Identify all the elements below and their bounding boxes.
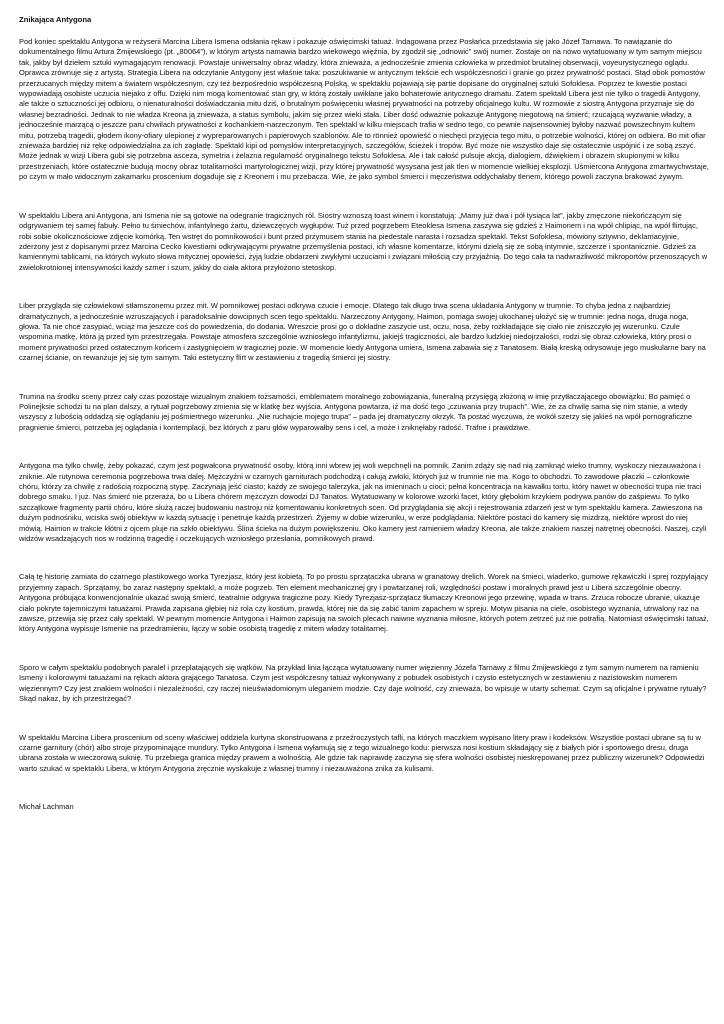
author-signature: Michał Lachman: [19, 802, 74, 812]
paragraph-4: Trumna na środku sceny przez cały czas pozostaje wizualnym znakiem tożsamości, emblematem moralnego zobowiązania, funeralną przysięgą złożoną w imię przytłaczającego obowiązku. Bo pamięć o Polinejksie schodzi tu na plan dalszy, a rytuał pogrzebowy zmienia się w klatkę bez wyjścia. Antygona powtarza, iż ma dość tego „czuwania przy trupach”. Wie, że za chwilę sama się nim stanie, a wtedy wszyscy z lubością oddadzą się oglądaniu jej pośmiertnego wizerunku. „Nie ruchajcie mojego trupa” – pada jej dramatyczny okrzyk. Ta postać wyczuwa, że wokół szerzy się jakieś na wpół pornograficzne pragnienie śmierci, potrzeba jej oglądania i kontemplacji, bez których z paru głów wyparowałby sens i cel, a może i zniknęłaby radość. Trafne i prawdziwe.: [19, 391, 693, 432]
document-body: [19, 37, 710, 774]
paragraph-3: Liber przygląda się człowiekowi stłamszonemu przez mit. W pomnikowej postaci odkrywa czucie i emocje. Dlatego tak długo trwa scena układania Antygony w trumnie. To chyba jedna z najbardziej dramatycznych, a jednocześnie wzruszających i paradoksalnie dowcipnych scen tego spektaklu. Narzeczony Antygony, Haimon, pomaga swojej ukochanej ułożyć się w trumnie: jedna noga, druga noga, głowa. Ta nie chce zasypiać, wciąż ma jeszcze coś do powiedzenia, do dodania. Wreszcie prosi go o dokładne zaszycie ust, oczu, nosa, żeby rozkładające się ciało nie zniszczyło jej wizerunku. Czule wspomina matkę, która ją przed tym przestrzegała. Powstaje atmosfera szczególnie wzniosłego infantylizmu, jakiejś tragiczności, ale bardzo ludzkiej niedojrzałości, rodzi się obraz człowieka, który prosi o moment prywatności przed ostatecznym końcem i zastygnięciem w tragicznej pozie. W momencie kiedy Antygona umiera, Ismena zabawia się z Tanatosem. Białą kreską odrysowuje jego muskularne bary na czarnej ścianie, on rewanżuje jej się tym samym. Taki estetyczny flirt w zestawieniu z tragedią śmierci jej siostry.: [19, 301, 706, 363]
paragraph-5: Antygona ma tylko chwilę, żeby pokazać, czym jest pogwałcona prywatność osoby, którą inni wbrew jej woli wepchnęli na pomnik. Zanim zdąży się nad nią zamknąć wieko trumny, wyskoczy niezauważona i zniknie. Ale rutynowa ceremonia pogrzebowa trwa dalej. Mężczyźni w czarnych garniturach podchodzą i całują zwłoki, których już w trumnie nie ma. Kogo to obchodzi. To zawodowe płaczki – członkowie chóru, którzy za chwilę z radością rozpoczną stypę. Zaczynają jeść ciasto; każdy ze swojego talerzyka, jak na imieninach u cioci; pełna koncentracja na kawałku tortu, który nawet w obecności trupa nie traci dobrego smaku. I już. Nas śmierć nie przeraża, bo u Libera chórem mężczyzn dowodzi DJ Tanatos. Wytatuowany w kolorowe wzorki facet, który głębokim krzykiem podrywa panów do zaśpiewu. To tylko szczątkowe fragmenty partii chóru, które służą raczej budowaniu nastroju niż komentowaniu konkretnych scen. Od przyglądania się akcji i rejestrowania zdarzeń jest w tym spektaklu kamera. Zawieszona na dużym podnośniku, wciska swój obiektyw w każdą sytuację i penetruje każdą przestrzeń. Żyjemy w dobie wizerunku, w erze podglądania. Niektóre postaci do kamery się mizdrzą, niektóre wprost do niej mówią. Haimon w trakcie kłótni z ojcem pluje na szkło obiektywu. Ślina ścieka na dużym powiększeniu. Oko kamery jest ramieniem władzy Kreona, ale także znakiem naszej natrętnej obecności. Naszej, czyli widzów wsadzających nos w rodzinną tragedię i oczekujących wzniosłego przesłania, pomnikowych prawd.: [19, 461, 707, 544]
paragraph-2: W spektaklu Libera ani Antygona, ani Ismena nie są gotowe na odegranie tragicznych ról. Siostry wznoszą toast winem i konstatują: „Mamy już dwa i pół tysiąca lat”, jakby zmęczone niekończącym się odgrywaniem tej samej fabuły. Pełno tu śmiechów, infantylnego żartu, dziewczęcych wygłupów. Tuż przed pogrzebem Eteoklesa Ismena zaszywa się gdzieś z Haimonem i na wpół chlipiąc, na wpół flirtując, robi sobie okolicznościowe zdjęcie komórką. Ten wstręt do pomnikowości i bunt przed przymusem stania na piedestale narasta i rozsadza spektakl. Tekst Sofoklesa, mówiony sztywno, deklamacyjnie, zderzony jest z dopisanymi przez Marcina Cecko kwestiami odkrywającymi prywatne przemyślenia postaci, ich własne komentarze, którymi dzielą się ze sobą intymnie, szczerze i spontanicznie. Gdzieś za kamiennymi tablicami, na których wykuto słowa mitycznej opowieści, żyją ludzie obdarzeni zwykłymi uczuciami i związani miłością czy przyjaźnią. Do tego cała ta nadwrażliwość mikroportów przenoszących w zwielokrotnionej intensywności każdy szmer i szum, jakby do ciała aktora przyłożono stetoskop.: [19, 210, 708, 272]
paragraph-7: Sporo w całym spektaklu podobnych paralel i przeplatających się wątków. Na przykład linia łącząca wytatuowany numer więzienny Józefa Tarnawy z filmu Żmijewskiego z tym samym numerem na ramieniu Ismeny i kolorowymi tatuażami na rękach aktora grającego Tanatosa. Czym jest współczesny tatuaż wykonywany z pobudek osobistych i czysto estetycznych w zestawieniu z nazistowskim numerem więziennym? Czy jest znakiem wolności i niezależności, czy raczej nieuświadomionym uleganiem modzie. Czy daje wolność, czy znieważa, bo wpisuje w utarty schemat. Czym są oficjalne i prywatne rytuały? Skąd nakaz, by ich przestrzegać?: [19, 662, 707, 704]
paragraph-8: W spektaklu Marcina Libera proscenium od sceny właściwej oddziela kurtyna skonstruowana z przeźroczystych tafli, na których maczkiem wypisano litery praw i kodeksów. Wszystkie postaci ubrane są tu w czarne garnitury (chór) albo stroje przypominające mundury. Tylko Antygona i Ismena wyłamują się z tego wizualnego kodu: pierwsza nosi kostium składający się z białych piór i sportowego dresu, druga ubrana została w wieczorową suknię. Tu przebiega granica między prawem a wolnością. Ale gdzie tak naprawdę zaczyna się sfera wolności osobistej nieskrępowanej przez publiczny wizerunek? Odpowiedzi warto szukać w spektaklu Libera, w którym Antygona zręcznie wyskakuje z własnej trumny i niezauważona znika za kulisami.: [19, 732, 705, 773]
document-title: Znikająca Antygona: [19, 15, 92, 24]
paragraph-6: Całą tę historię zamiata do czarnego plastikowego worka Tyrezjasz, który jest kobietą. To po prostu sprzątaczka ubrana w granatowy drelich. Worek na śmieci, wiaderko, gumowe rękawiczki i sprej rozpylający przyjemny zapach. Sprzątamy, bo zaraz następny spektakl, a może pogrzeb. Ten element mechanicznej gry i powtarzanej roli, względności postaw i moralnych prawd jest u Libera szczególnie obecny. Antygona próbująca konwencjonalnie ukazać swoją śmierć, teatralnie odgrywa tragiczne pozy. Kiedy Tyrezjasz-sprzątacz tłumaczy Kreonowi jego przewinę, wpada w trans. Zrzuca robocze ubranie, ukazuje ciało pokryte tajemniczymi tatuażami. Prawda zapisana głębiej niż rola czy kostium, prawda, której nie da się zabić tanim zapachem w spreju. Motyw pisania na ciele, osobistego wyznania, utrwalony raz na zawsze, przewija się przez cały spektakl. W pewnym momencie Antygona i Haimon zapisują na swoich plecach naiwne wyznania miłosne, których potem zetrzeć już nie potrafią. Natomiast oświęcimski tatuaż, który Antygona wypisuje Ismenie na przedramieniu, łączy w sobie osobistą tragedię z mitem władzy totalitarnej.: [19, 572, 709, 634]
paragraph-1: Pod koniec spektaklu Antygona w reżyserii Marcina Libera Ismena odsłania rękaw i pokazuje oświęcimski tatuaż. Indagowana przez Posłańca przedstawia się jako Józef Tarnawa. To nawiązanie do dokumentalnego filmu Artura Żmijewskiego (pt. „80064”), w którym artysta namawia bardzo wiekowego więźnia, by zgodził się „odnowić” swój numer. Zostaje on na nowo wytatuowany w tym samym miejscu tak, jakby był dziełem sztuki wymagającym renowacji. Powstaje uniwersalny obraz władzy, która znieważa, a jednocześnie zmienia człowieka w przedmiot brutalnej obserwacji, voyeurystycznego oglądu. Oprawca zrównuje się z artystą. Strategia Libera na odczytanie Antygony jest właśnie taka: poszukiwanie w antycznym tekście ech współczesności i granie go przez prywatność postaci. Stąd obok pomostów przerzucanych między mitem a światem współczesnym, czy też bezpośrednio współczesną Polską, w spektaklu pojawiają się partie dopisane do oryginalnej sztuki Sofoklesa. Poprzez te kwestie postaci wypowiadają osobiste uczucia niejako z offu. Dzięki nim mogą komentować stan gry, w którą zostały uwikłane jako bohaterowie antycznego dramatu. Zatem spektakl Libera jest nie tylko o tragedii Antygony, ale także o sztuczności jej odbioru, o nienaturalności doświadczania mitu dziś, o brutalnym poświęceniu własnej prywatności na potrzeby oficjalnego kultu. W rozmowie z siostrą Antygona przyznaje się do własnej bezradności. Jednak to nie władza Kreona ją znieważa, a status symbolu, jakim się przez wieki stała. Liber dość odważnie pokazuje Antygonę niegotową na śmierć; rzucającą wyzwanie władzy, a jednocześnie marzącą o jeszcze paru chwilach prywatności z kochankiem-narzeczonym. Ten spektakl w kilku miejscach trafia w sedno tego, co pewnie najsensowniej byłoby nazwać powszechnym kultem mitu, potrzebą tragedii, głodem ikony-ofiary ulepionej z wypreparowanych i papierowych szablonów. Ale to rönnież opowieść o niechęci przyjęcia tego mitu, o potrzebie wolności, której on odbiera. Bo mit ofiar znieważa bardziej niż rękę odpowiedzialna za ich zagładę. Spektakl kipi od pomysłów interpretacyjnych, szczegółów, ścieżek i tropów. Być może nie wszystko daje się ostatecznie uspójnić i ze sobą zszyć. Może jednak w wizji Libera gubi się potrzebna asceza, symetria i żelazna regularność oryginalnego tekstu Sofoklesa. Ale i tak całość pulsuje akcją, dialogiem, dźwiękiem i obrazem skupionymi w kilku przestrzeniach, które ostatecznie budują mocny obraz totalitarności martyrologicznej wizji, przy której prywatność wysysana jest jak tlen w momencie wielkiej eksplozji. Uśmiercona Antygona zmartwychwstaje, po czym w mało widocznym zakamarku proscenium dogaduje się z Kreonem i mu przebacza. Wie, że jako symbol śmierci i męczeństwa oddychałaby tlenem, którego powoli zaczyna brakować żywym.: [19, 37, 709, 182]
